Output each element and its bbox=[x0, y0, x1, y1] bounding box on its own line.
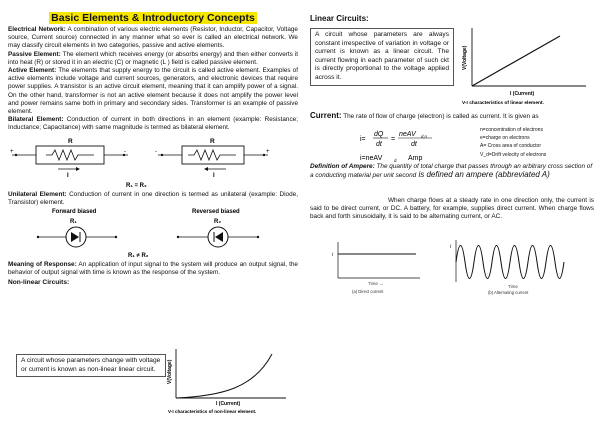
x-axis-label: Time bbox=[508, 284, 518, 289]
nonlinear-vi-chart bbox=[162, 346, 298, 416]
plot-caption: (a) Direct current bbox=[352, 289, 384, 294]
linear-vi-chart bbox=[450, 24, 596, 112]
nonlinear-heading: Non-linear Circuits: bbox=[8, 279, 70, 287]
minus-sign: - bbox=[124, 148, 126, 155]
nonlinear-definition-box: A circuit whose parameters change with voltage or current is known as non-linear linear circuit. bbox=[16, 354, 166, 377]
current-legend bbox=[480, 126, 546, 159]
definition: The elements that supply energy to the circuit is called active element. Examples of active elements include voltage and current sources, generators, and electronic devices that require power supplies. A transistor is an active circuit element, meaning that it can amplify power of a signal. On the other hand, transformer is not an active element because it does not amplify the power level and power remains same both in primary and secondary sides. Transformer is an example of passive element. bbox=[8, 67, 298, 116]
linear-heading: Linear Circuits: bbox=[310, 14, 369, 23]
bilateral-element-paragraph bbox=[8, 116, 298, 132]
plus-sign: + bbox=[10, 148, 14, 155]
r2-label: R₂ bbox=[214, 219, 221, 226]
resistor-label: R bbox=[210, 137, 215, 145]
page-title: Basic Elements & Introductory Concepts bbox=[51, 12, 255, 24]
eq2-sub: d bbox=[394, 158, 397, 163]
eq-equals: = bbox=[391, 136, 396, 143]
term: Electrical Network: bbox=[8, 26, 66, 33]
eq2: i=neAV bbox=[360, 155, 383, 162]
definition-tail: is defined an ampere (abbreviated A) bbox=[416, 170, 550, 180]
term: Current: bbox=[310, 111, 342, 120]
reverse-diode bbox=[177, 227, 259, 247]
definition: An application of input signal to the system will produce an output signal, the behavior of output signal with time is known as the response of the system. bbox=[8, 261, 298, 277]
chart-caption: V-I characteristics of linear element. bbox=[462, 101, 544, 106]
diode-relation: R₁ ≠ R₂ bbox=[128, 253, 149, 260]
y-axis-label: V(Voltage) bbox=[462, 45, 468, 70]
plus-sign: + bbox=[266, 148, 270, 155]
current-paragraph bbox=[310, 112, 594, 121]
y-axis-label: V(Voltage) bbox=[167, 359, 173, 384]
y-axis-label: i bbox=[450, 244, 452, 250]
y-axis-label: i bbox=[332, 252, 334, 258]
active-element-paragraph bbox=[8, 67, 298, 116]
forward-biased-label: Forward biased bbox=[52, 209, 97, 216]
definition-ampere-paragraph bbox=[310, 163, 594, 180]
resistor-reverse bbox=[155, 138, 270, 179]
linear-definition-box: A circuit whose parameters are always constant irrespective of variation in voltage or current is known as a linear circuit. The current flowing in each parameter of such ckt is directly proportional to the voltage applied across it. bbox=[310, 28, 454, 86]
eq-num: dQ bbox=[374, 131, 384, 138]
nonlinear-curve bbox=[176, 354, 272, 398]
current-label: I bbox=[67, 172, 69, 179]
bilateral-relation: R₁ = R₂ bbox=[126, 182, 147, 189]
term: Active Element: bbox=[8, 67, 57, 75]
definition: Conduction of current in one direction is termed as unilateral (example: Diode, Transistor) element. bbox=[8, 190, 298, 206]
term: Meaning of Response: bbox=[8, 261, 77, 269]
chart-caption: V-I characteristics of non-linear element. bbox=[168, 409, 257, 414]
eq-lhs: i= bbox=[360, 136, 366, 143]
left-column bbox=[8, 0, 298, 286]
term: Passive Element: bbox=[8, 50, 61, 58]
x-axis-label: Time → bbox=[368, 281, 384, 286]
x-axis-label: I (Current) bbox=[216, 401, 241, 407]
diode-bias-figure bbox=[8, 207, 298, 259]
r1-label: R₁ bbox=[70, 219, 77, 226]
legend-item: A= Cross area of conductor bbox=[480, 143, 542, 150]
bilateral-resistor-figure bbox=[8, 133, 298, 191]
plot-caption: (b) Alternating current bbox=[488, 290, 529, 295]
definition: The rate of flow of charge (electron) is called as current. It is given as bbox=[341, 113, 539, 120]
eq-num2: neAV bbox=[399, 131, 416, 138]
term: Definition of Ampere: bbox=[310, 163, 375, 170]
linear-line bbox=[472, 36, 560, 86]
meaning-of-response-paragraph bbox=[8, 261, 298, 277]
unilateral-element-paragraph bbox=[8, 191, 298, 207]
eq2-unit: Amp bbox=[408, 155, 423, 162]
legend-item: n=concentration of electrons bbox=[480, 127, 543, 133]
forward-diode bbox=[37, 227, 117, 247]
reversed-biased-label: Reversed biased bbox=[192, 209, 240, 216]
ac-wave bbox=[456, 246, 564, 279]
definition: The element which receives energy (or absorbs energy) and then either converts it into heat (R) or stored it in an electric (C) or magnetic (L ) field is called passive element. bbox=[8, 50, 298, 66]
eq-den2: dt bbox=[411, 141, 417, 148]
term: Bilateral Element: bbox=[8, 116, 64, 124]
electrical-network-paragraph bbox=[8, 26, 298, 51]
minus-sign: - bbox=[155, 148, 157, 155]
definition: The quantity of total charge that passes through an arbitrary cross section of a conducting material per unit second bbox=[310, 163, 593, 180]
definition: Conduction of current in both directions in an element (example: Resistance; Inductance; Capacitance) with same magnitude is termed as bilateral element. bbox=[8, 116, 299, 132]
term: Unilateral Element: bbox=[8, 190, 67, 198]
legend-item: V_d=Drift velocity of electrons bbox=[480, 151, 547, 158]
definition: A combination of various electric elements (Resistor, Inductor, Capacitor, Voltage source, Current source) connected in any manner what so ever is called an electrical network. We may classify circuit elements in two categories, passive and active elements. bbox=[8, 26, 298, 50]
current-label: I bbox=[213, 172, 215, 179]
dc-current-plot bbox=[330, 238, 440, 296]
x-axis-label: I (Current) bbox=[510, 91, 535, 97]
current-equation bbox=[360, 126, 480, 168]
dc-ac-paragraph: When charge flows at a steady rate in one direction only, the current is said to be direct current, or DC. A battery, for example, supplies direct current. When charge flows back and forth sinusoidally, it is said to be alternating current, or AC. bbox=[310, 197, 594, 221]
legend-item: e=charge on electrons bbox=[480, 135, 530, 142]
eq-den: dt bbox=[376, 141, 382, 148]
ac-current-plot bbox=[448, 238, 588, 296]
eq-sub: d,n bbox=[421, 134, 427, 139]
resistor-label: R bbox=[68, 137, 73, 145]
passive-element-paragraph bbox=[8, 51, 298, 67]
resistor-forward bbox=[10, 138, 128, 179]
